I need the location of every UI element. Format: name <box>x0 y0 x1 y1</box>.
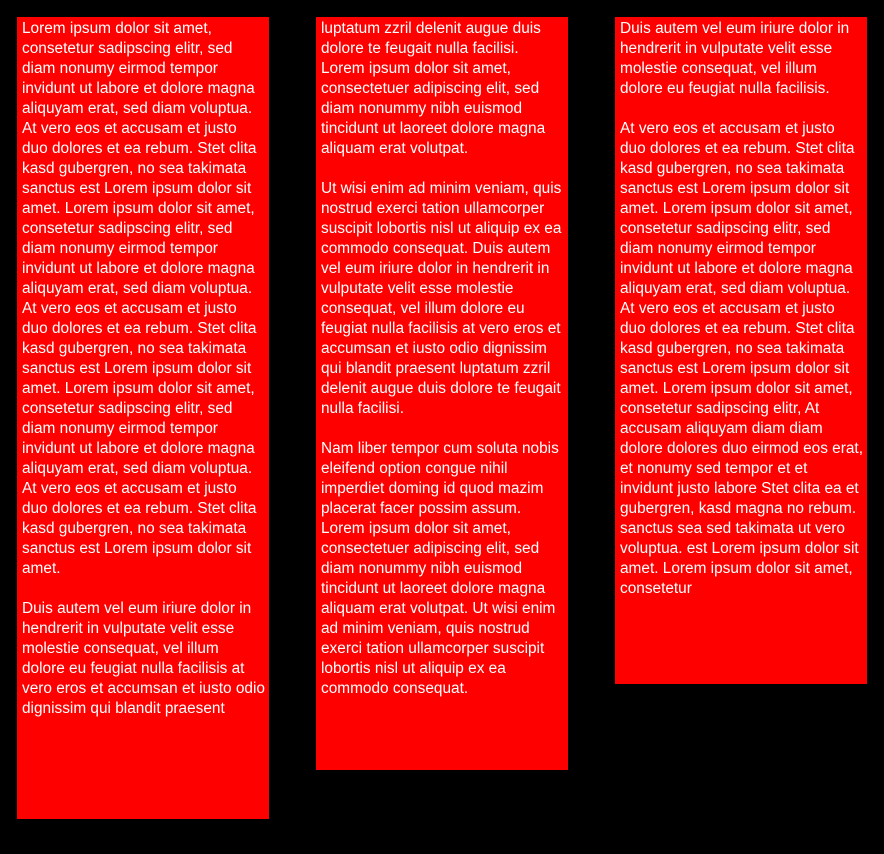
column-1-paragraph-1: Lorem ipsum dolor sit amet, consetetur sadipscing elitr, sed diam nonumy eirmod tempor invidunt ut labore et dolore magna aliquyam erat, sed diam voluptua. At vero eos et accusam et justo duo dolores et ea rebum. Stet clita kasd gubergren, no sea takimata sanctus est Lorem ipsum dolor sit amet. Lorem ipsum dolor sit amet, consetetur sadipscing elitr, sed diam nonumy eirmod tempor invidunt ut labore et dolore magna aliquyam erat, sed diam voluptua. At vero eos et accusam et justo duo dolores et ea rebum. Stet clita kasd gubergren, no sea takimata sanctus est Lorem ipsum dolor sit amet. Lorem ipsum dolor sit amet, consetetur sadipscing elitr, sed diam nonumy eirmod tempor invidunt ut labore et dolore magna aliquyam erat, sed diam voluptua. At vero eos et accusam et justo duo dolores et ea rebum. Stet clita kasd gubergren, no sea takimata sanctus est Lorem ipsum dolor sit amet. <box>22 20 257 577</box>
column-3-paragraph-1: Duis autem vel eum iriure dolor in hendrerit in vulputate velit esse molestie consequat, vel illum dolore eu feugiat nulla facilisis. <box>620 20 850 97</box>
column-3-paragraph-2: At vero eos et accusam et justo duo dolores et ea rebum. Stet clita kasd gubergren, no sea takimata sanctus est Lorem ipsum dolor sit amet. Lorem ipsum dolor sit amet, consetetur sadipscing elitr, sed diam nonumy eirmod tempor invidunt ut labore et dolore magna aliquyam erat, sed diam voluptua. At vero eos et accusam et justo duo dolores et ea rebum. Stet clita kasd gubergren, no sea takimata sanctus est Lorem ipsum dolor sit amet. Lorem ipsum dolor sit amet, consetetur sadipscing elitr, At accusam aliquyam diam diam dolore dolores duo eirmod eos erat, et nonumy sed tempor et et invidunt justo labore Stet clita ea et gubergren, kasd magna no rebum. sanctus sea sed takimata ut vero voluptua. est Lorem ipsum dolor sit amet. Lorem ipsum dolor sit amet, consetetur <box>620 120 863 597</box>
text-column-2 <box>316 17 568 770</box>
text-column-1 <box>17 17 269 819</box>
column-2-paragraph-3: Nam liber tempor cum soluta nobis eleifend option congue nihil imperdiet doming id quod mazim placerat facer possim assum. Lorem ipsum dolor sit amet, consectetuer adipiscing elit, sed diam nonummy nibh euismod tincidunt ut laoreet dolore magna aliquam erat volutpat. Ut wisi enim ad minim veniam, quis nostrud exerci tation ullamcorper suscipit lobortis nisl ut aliquip ex ea commodo consequat. <box>321 440 559 697</box>
column-2-paragraph-1: luptatum zzril delenit augue duis dolore te feugait nulla facilisi. Lorem ipsum dolor sit amet, consectetuer adipiscing elit, sed diam nonummy nibh euismod tincidunt ut laoreet dolore magna aliquam erat volutpat. <box>321 20 546 157</box>
text-column-3 <box>615 17 867 684</box>
column-1-paragraph-2: Duis autem vel eum iriure dolor in hendrerit in vulputate velit esse molestie consequat, vel illum dolore eu feugiat nulla facilisis at vero eros et accumsan et iusto odio dignissim qui blandit praesent <box>22 600 265 717</box>
column-2-paragraph-2: Ut wisi enim ad minim veniam, quis nostrud exerci tation ullamcorper suscipit lobortis nisl ut aliquip ex ea commodo consequat. Duis autem vel eum iriure dolor in hendrerit in vulputate velit esse molestie consequat, vel illum dolore eu feugiat nulla facilisis at vero eros et accumsan et iusto odio dignissim qui blandit praesent luptatum zzril delenit augue duis dolore te feugait nulla facilisi. <box>321 180 562 417</box>
